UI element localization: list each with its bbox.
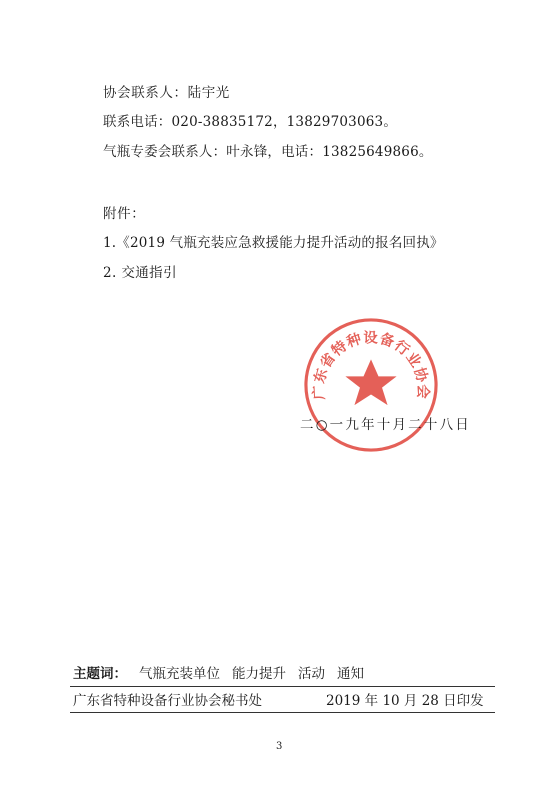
issuer: 广东省特种设备行业协会秘书处: [73, 693, 262, 709]
issue-date: 2019 年 10 月 28 日印发: [326, 693, 484, 709]
keyword: 活动: [298, 666, 325, 682]
association-contact: 协会联系人：陆宇光: [103, 85, 230, 101]
keyword: 能力提升: [232, 666, 286, 682]
contact-phone: 联系电话：020-38835172，13829703063。: [103, 114, 398, 130]
footer-divider-bottom: [70, 712, 495, 713]
keyword: 气瓶充装单位: [139, 666, 220, 682]
keywords-label: 主题词：: [73, 666, 127, 682]
attachment-item-1: 1.《2019 气瓶充装应急救援能力提升活动的报名回执》: [103, 235, 444, 251]
seal-star-icon: [345, 359, 396, 405]
document-date: 二○一九年十月二十八日: [300, 417, 471, 433]
attachment-item-2: 2. 交通指引: [103, 265, 177, 281]
seal-text: 广东省特种设备行业协会: [311, 330, 431, 401]
page-number: 3: [276, 741, 283, 752]
subject-keywords: [73, 665, 364, 683]
committee-contact: 气瓶专委会联系人：叶永锋，电话：13825649866。: [103, 144, 433, 160]
keyword: 通知: [337, 666, 364, 682]
footer-divider-top: [70, 686, 495, 687]
attachments-heading: 附件：: [103, 206, 146, 222]
